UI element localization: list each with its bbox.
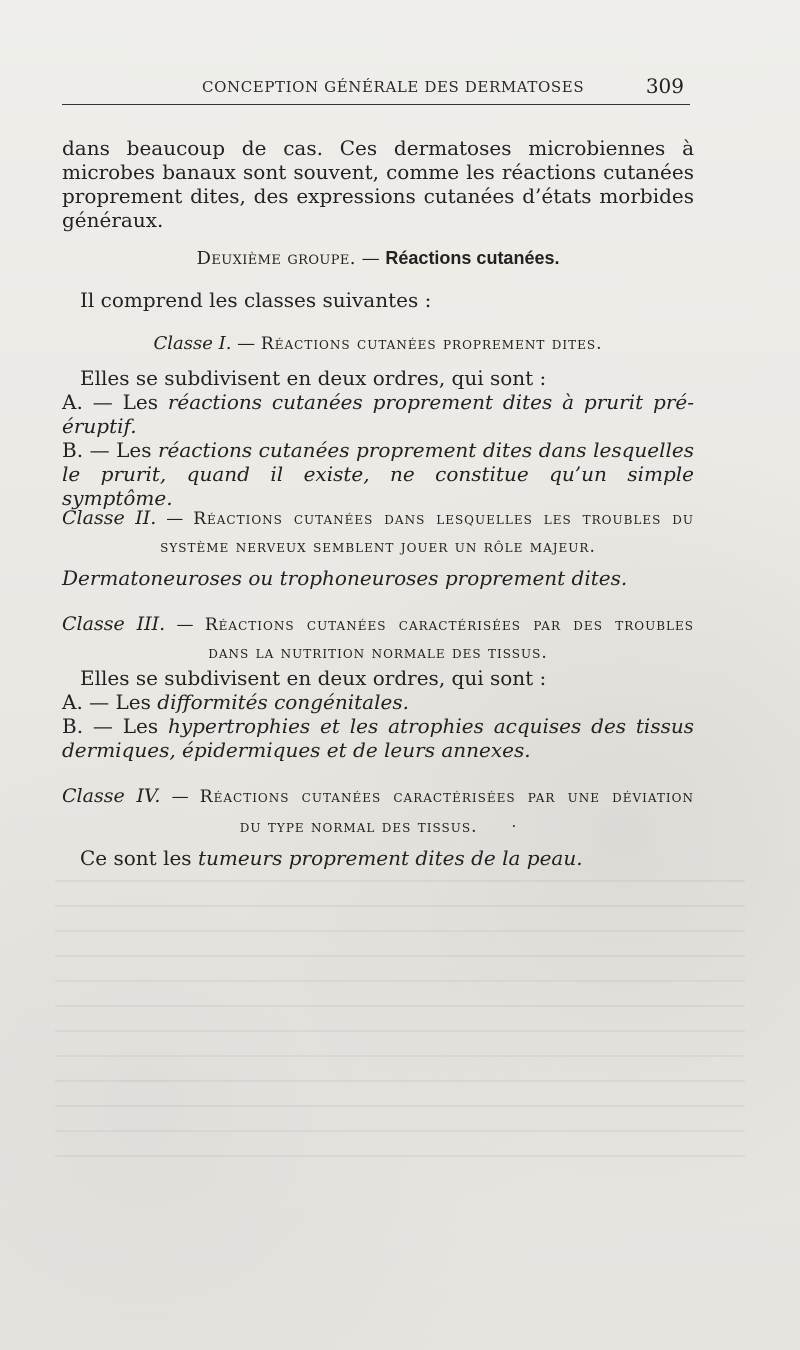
classe-3-label: Classe III.: [62, 613, 166, 635]
classe-3-order-a: [62, 690, 694, 714]
classe-4-title-line-1: Réactions cutanées caractérisées par une déviation: [199, 787, 695, 807]
classe-4-final-line: [80, 846, 694, 870]
classe-1-order-a-text: réactions cutanées proprement dites à prurit pré-éruptif.: [62, 390, 695, 438]
classe-3-heading: [62, 612, 694, 665]
group-heading: [62, 246, 694, 271]
classe-3-order-a-text: difformités congénitales.: [157, 690, 409, 714]
classe-3-order-b-prefix: B. — Les: [62, 714, 159, 738]
classe-2-dash: —: [166, 509, 184, 529]
classe-3-order-b: [62, 714, 694, 762]
classe-1-order-a: [62, 390, 694, 438]
classe-4-final-text: tumeurs proprement dites de la peau.: [197, 846, 583, 870]
classe-2-title-line-2: système nerveux semblent jouer un rôle majeur.: [160, 537, 596, 557]
classe-3-order-a-prefix: A. — Les: [62, 690, 151, 714]
classe-1-order-b-prefix: B. — Les: [62, 438, 152, 462]
running-title: CONCEPTION GÉNÉRALE DES DERMATOSES: [202, 78, 585, 96]
group-heading-title: Réactions cutanées.: [385, 248, 560, 268]
classe-1-orders-intro: Elles se subdivisent en deux ordres, qui sont :: [80, 366, 547, 390]
classe-4-final-prefix: Ce sont les: [80, 846, 192, 870]
classe-4-title-line-2: du type normal des tissus.: [239, 817, 478, 837]
group-heading-prefix: Deuxième groupe.: [196, 248, 356, 269]
classe-1-order-b-text: réactions cutanées proprement dites dans lesquelles le prurit, quand il existe, ne constitue qu’un simple symptôme.: [62, 438, 694, 510]
classe-1-order-a-prefix: A. — Les: [62, 390, 158, 414]
classe-2-title-line-1: Réactions cutanées dans lesquelles les troubles du: [193, 509, 695, 529]
classe-3-title-line-2: dans la nutrition normale des tissus.: [208, 643, 548, 663]
classe-3-orders-intro: Elles se subdivisent en deux ordres, qui sont :: [80, 666, 547, 690]
classe-1-dash: —: [237, 333, 256, 354]
classe-1-order-b: [62, 438, 694, 510]
classe-4-label: Classe IV.: [62, 785, 161, 807]
classe-1-heading: [62, 332, 694, 356]
classe-2-heading: [62, 506, 694, 559]
classe-4-dash: —: [171, 787, 189, 807]
classe-4-heading: [62, 784, 694, 839]
header-rule: [62, 104, 690, 105]
classes-intro: Il comprend les classes suivantes :: [80, 288, 432, 312]
classe-2-label: Classe II.: [62, 507, 157, 529]
stray-dot: ·: [511, 817, 517, 835]
classe-3-heading-line-1: [62, 612, 694, 637]
classe-4-title-line-2-wrap: [62, 813, 694, 839]
classe-3-order-b-text: hypertrophies et les atrophies acquises des tissus dermiques, épidermiques et de leurs annexes.: [62, 714, 694, 762]
classe-2-heading-line-1: [62, 506, 694, 531]
classe-2-italic-line: Dermatoneuroses ou trophoneuroses proprement dites.: [62, 566, 628, 590]
classe-3-dash: —: [176, 615, 194, 635]
intro-paragraph: dans beaucoup de cas. Ces dermatoses microbiennes à microbes banaux sont souvent, comme les réactions cutanées proprement dites, des expressions cutanées d’états morbides généraux.: [62, 136, 694, 232]
reverse-side-bleed-through: [55, 880, 745, 1170]
classe-4-heading-line-1: [62, 784, 694, 809]
classe-3-title-line-1: Réactions cutanées caractérisées par des troubles: [204, 615, 694, 635]
classe-1-title: Réactions cutanées proprement dites.: [260, 334, 603, 354]
page-number: 309: [645, 74, 684, 98]
classe-1-label: Classe I.: [153, 333, 232, 354]
page-header: [62, 76, 690, 100]
group-heading-dash: —: [361, 248, 380, 269]
